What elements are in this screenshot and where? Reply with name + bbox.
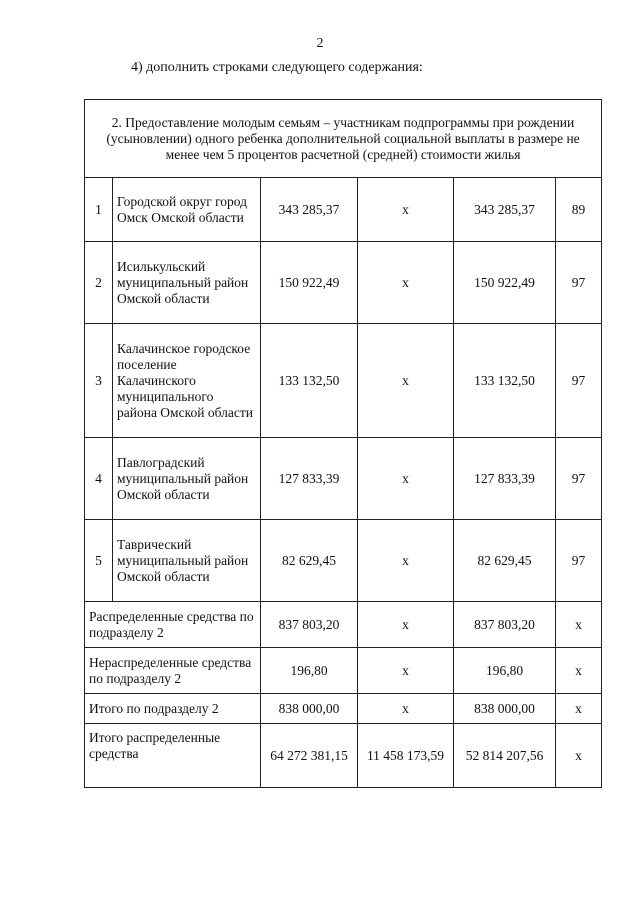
table-row: [85, 520, 602, 602]
municipality-name: Исилькульский муниципальный район Омской области: [113, 242, 261, 324]
amount-federal: х: [358, 324, 454, 438]
table-row: [85, 242, 602, 324]
amount-federal: х: [358, 438, 454, 520]
families-count: 89: [556, 178, 602, 242]
municipality-name: Таврический муниципальный район Омской области: [113, 520, 261, 602]
amount-federal: х: [358, 602, 454, 648]
summary-label: Нераспределенные средства по подразделу 2: [85, 648, 261, 694]
amount-total: 196,80: [261, 648, 358, 694]
table-row: [85, 324, 602, 438]
amount-regional: 196,80: [454, 648, 556, 694]
amount-total: 64 272 381,15: [261, 724, 358, 788]
amount-federal: х: [358, 694, 454, 724]
amount-federal: 11 458 173,59: [358, 724, 454, 788]
families-count: х: [556, 648, 602, 694]
summary-row: [85, 648, 602, 694]
summary-label: Итого по подразделу 2: [85, 694, 261, 724]
families-count: х: [556, 724, 602, 788]
amount-total: 837 803,20: [261, 602, 358, 648]
row-number: 3: [85, 324, 113, 438]
table-header-row: [85, 100, 602, 178]
amount-regional: 82 629,45: [454, 520, 556, 602]
amount-federal: х: [358, 648, 454, 694]
table-row: [85, 438, 602, 520]
allocation-table: [84, 99, 602, 788]
summary-label: Распределенные средства по подразделу 2: [85, 602, 261, 648]
row-number: 5: [85, 520, 113, 602]
amount-regional: 150 922,49: [454, 242, 556, 324]
amount-regional: 52 814 207,56: [454, 724, 556, 788]
row-number: 4: [85, 438, 113, 520]
page-number: 2: [316, 36, 324, 51]
amount-total: 838 000,00: [261, 694, 358, 724]
families-count: 97: [556, 242, 602, 324]
amount-total: 127 833,39: [261, 438, 358, 520]
amount-total: 133 132,50: [261, 324, 358, 438]
amount-regional: 133 132,50: [454, 324, 556, 438]
amount-regional: 343 285,37: [454, 178, 556, 242]
families-count: х: [556, 694, 602, 724]
municipality-name: Калачинское городское поселение Калачинского муниципального района Омской области: [113, 324, 261, 438]
amount-regional: 837 803,20: [454, 602, 556, 648]
table-row: [85, 178, 602, 242]
summary-row: [85, 694, 602, 724]
municipality-name: Городской округ город Омск Омской области: [113, 178, 261, 242]
amount-federal: х: [358, 242, 454, 324]
amount-total: 82 629,45: [261, 520, 358, 602]
summary-row: [85, 724, 602, 788]
families-count: 97: [556, 520, 602, 602]
amount-regional: 838 000,00: [454, 694, 556, 724]
families-count: х: [556, 602, 602, 648]
municipality-name: Павлоградский муниципальный район Омской области: [113, 438, 261, 520]
amount-total: 343 285,37: [261, 178, 358, 242]
summary-row: [85, 602, 602, 648]
amount-federal: х: [358, 520, 454, 602]
amount-federal: х: [358, 178, 454, 242]
summary-label: Итого распределенные средства: [85, 724, 261, 788]
families-count: 97: [556, 324, 602, 438]
amount-regional: 127 833,39: [454, 438, 556, 520]
section-header: 2. Предоставление молодым семьям – участникам подпрограммы при рождении (усыновлении) одного ребенка дополнительной социальной выплаты в размере не менее чем 5 процентов расчетной (средней) стоимости жилья: [85, 100, 602, 178]
amount-total: 150 922,49: [261, 242, 358, 324]
row-number: 1: [85, 178, 113, 242]
intro-text: 4) дополнить строками следующего содержания:: [131, 60, 423, 75]
row-number: 2: [85, 242, 113, 324]
families-count: 97: [556, 438, 602, 520]
